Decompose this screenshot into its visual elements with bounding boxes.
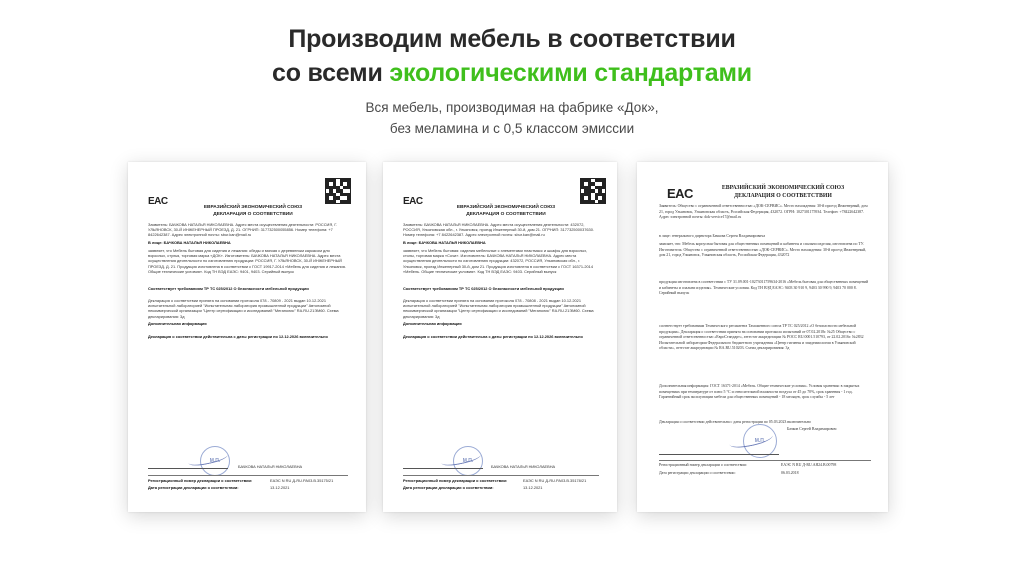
- reg-number: ЕАЭС N RU Д-RU.РА03.В.35178/21: [523, 478, 587, 483]
- person-text: В лице: БАЧКОВА НАТАЛЬЯ НИКОЛАЕВНА: [148, 240, 231, 245]
- reg-number: ЕАЭС N RU Д-RU.АЯ24.В.00798: [781, 463, 837, 467]
- declaration-header: ДЕКЛАРАЦИЯ О СООТВЕТСТВИИ: [213, 212, 293, 217]
- qr-code-icon: [325, 178, 351, 204]
- compliance-text: Соответствует требованиям ТР ТС 025/2012 О безопасности мебельной продукции: [403, 286, 564, 291]
- validity-text: Декларация о соответствии действительна с даты регистрации по 12.12.2026 включительно: [148, 334, 328, 339]
- divider: [403, 475, 599, 476]
- additional-info-label: Дополнительная информация: [148, 321, 207, 326]
- declares-text: заявляет, что: Мебель корпусная бытовая для общественных помещений и кабинеты и спальни изделия, изготовлена по ТУ. Изготовитель: Общество с ограниченной ответственностью «ДОК-СЕРВИС». Место нахождения: 30-й проезд Инженерный, дом 21, город Ульяновск, Ульяновская область, Российская Федерация, 432072: [659, 242, 867, 258]
- page-title-line-2: [0, 56, 1024, 90]
- union-header: ЕВРАЗИЙСКИЙ ЭКОНОМИЧЕСКИЙ СОЮЗ: [456, 205, 556, 210]
- additional-info-label: Дополнительная информация: [403, 321, 462, 326]
- declaration-header: ДЕКЛАРАЦИЯ О СООТВЕТСТВИИ: [466, 212, 546, 217]
- reg-number-label: Регистрационный номер декларации о соответствии:: [659, 463, 747, 467]
- declaration-document-2[interactable]: [383, 162, 617, 512]
- seal-stamp: М.П.: [200, 446, 230, 476]
- reg-number-label: Регистрационный номер декларации о соответствии:: [148, 478, 253, 483]
- title-prefix: со всеми: [272, 59, 390, 87]
- seal-stamp: М.П.: [453, 446, 483, 476]
- signature-line: [403, 468, 483, 469]
- signer-name: Бачков Сергей Владимирович: [787, 427, 837, 431]
- person-text: в лице: генерального директора Бачкова Сергея Владимировича: [659, 234, 766, 238]
- declares-text: заявляет, что Мебель бытовая: изделия мебельные с элементами пластмасс и шкафы для взрослых, столы, торговая марка «Сочи». Изготовитель: БАЧКОВА НАТАЛЬЯ НИКОЛАЕВНА. Адрес места осуществления деятельности по изготовлению продукции: 432072, РОССИЯ, Ульяновская обл., г. Ульяновск, проезд Инженерный 30-й, дом 21. Продукция изготовлена в соответствии с ГОСТ 16371-2014 «Мебель. Общие технические условия». Код ТН ВЭД ЕАЭС: 9403. Серийный выпуск: [403, 248, 593, 274]
- seal-stamp: М.П.: [743, 424, 777, 458]
- declaration-header: ДЕКЛАРАЦИЯ О СООТВЕТСТВИИ: [734, 193, 832, 199]
- signature-line: [659, 454, 779, 455]
- signer-name: БАЧКОВА НАТАЛЬЯ НИКОЛАЕВНА: [238, 464, 303, 469]
- basis-text: Декларация о соответствии принята на основании протокола 078 - 70809 - 2021 выдан 10.12.2021 испытательной лабораторией "Испытательная лаборатория промышленной продукции" Автономной некоммерческой организации "Центр сертификации и исследований "Мегаполис" RA.RU.21ЭМ60. Схема декларирования: 3д: [148, 298, 339, 319]
- reg-date-label: Дата регистрации декларации о соответствии:: [148, 485, 239, 490]
- basis-text: соответствует требованиям Технического регламента Таможенного союза ТР ТС 025/2012 «О безопасности мебельной продукции». Декларация о соответствии принята на основании протокола испытаний от 07.02.2018г. №25 Общество с ограниченной ответственностью «ЕвроСтандарт», аттестат аккредитации № РОСС RU.0001.510793, от 22.02.2016г. №2832 Испытательной лаборатории Федерального бюджетного учреждения «Центр гигиены и эпидемиологии в Ульяновской области», аттестат аккредитации № RA.RU.510203. Схема декларирования: 3д: [659, 324, 864, 351]
- reg-number-label: Регистрационный номер декларации о соответствии:: [403, 478, 508, 483]
- divider: [148, 475, 348, 476]
- title-accent: экологическими стандартами: [389, 59, 752, 87]
- reg-number: ЕАЭС N RU Д-RU.РА03.В.35175/21: [270, 478, 334, 483]
- compliance-text: Соответствует требованиям ТР ТС 025/2012 О безопасности мебельной продукции: [148, 286, 309, 291]
- union-header: ЕВРАЗИЙСКИЙ ЭКОНОМИЧЕСКИЙ СОЮЗ: [203, 205, 303, 210]
- validity-text: Декларация о соответствии действительна с даты регистрации по 12.12.2026 включительно: [403, 334, 583, 339]
- declaration-document-3[interactable]: [637, 162, 888, 512]
- subtitle-line-2: без меламина и с 0,5 классом эмиссии: [389, 121, 635, 136]
- applicant-text: Заявитель: Общество с ограниченной ответственностью «ДОК-СЕРВИС». Место нахождения: 30-й проезд Инженерный, дом 21, город Ульяновск, Ульяновская область, Российская Федерация, 432072. ОГРН: 1027301175934. Телефон: +78422642387. Адрес электронной почты: dok-service17@mail.ru: [659, 204, 868, 220]
- eac-logo: EAC: [148, 196, 168, 207]
- divider: [659, 460, 871, 461]
- person-text: В лице: БАЧКОВА НАТАЛЬЯ НИКОЛАЕВНА: [403, 240, 486, 245]
- applicant-text: Заявитель: БАЧКОВА НАТАЛЬЯ НИКОЛАЕВНА. Адрес места осуществления деятельности: РОССИЯ, Г. УЛЬЯНОВСК, 30-Й ИНЖЕНЕРНЫЙ ПРОЕЗД, Д. 21. ОГРНИП: 317732500055856. Номер телефона: +7 8422642387. Адрес электронной почты: sbur.kan@mail.ru: [148, 222, 338, 238]
- declaration-document-1[interactable]: [128, 162, 366, 512]
- reg-date-label: Дата регистрации декларации о соответствии:: [403, 485, 494, 490]
- compliance-text: продукция изготовлена в соответствии с ТУ 31.09.001-10273011759634-2016 «Мебель бытовая для общественных помещений и кабинеты и спальни изделия». Технические условия. Код ТН ВЭД ЕАЭС: 9403 30 910 9, 9403 30 990 9, 9403 70 000 8. Серийный выпуск: [659, 280, 869, 296]
- signature-line: [148, 468, 228, 469]
- additional-info-text: Дополнительная информация: ГОСТ 16371-2014 «Мебель. Общие технические условия». Условия хранения: в закрытых помещениях при температуре от плюс 5 °С и относительной влажности воздуха от 45 до 70%, срок хранения - 1 год. Гарантийный срок эксплуатации мебели для общественных помещений - 18 месяцев, срок службы - 5 лет: [659, 384, 860, 400]
- signer-name: БАЧКОВА НАТАЛЬЯ НИКОЛАЕВНА: [491, 464, 556, 469]
- reg-date-label: Дата регистрации декларации о соответствии:: [659, 471, 736, 475]
- qr-code-icon: [580, 178, 606, 204]
- applicant-text: Заявитель: БАЧКОВА НАТАЛЬЯ НИКОЛАЕВНА. Адрес места осуществления деятельности: 432072, РОССИЯ, Ульяновская обл., г. Ульяновск, проезд Инженерный 30-й, дом 21. ОГРНИП: 317732500037630. Номер телефона: +7 8422642387. Адрес электронной почты: sbur.kan@mail.ru: [403, 222, 594, 238]
- reg-date: 13.12.2021: [270, 485, 290, 490]
- reg-date: 06.03.2018: [781, 471, 799, 475]
- eac-logo: EAC: [667, 186, 693, 201]
- validity-text: Декларация о соответствии действительна с даты регистрации по 05.03.2023 включительно: [659, 420, 811, 424]
- subtitle-line-1: Вся мебель, производимая на фабрике «Док»,: [365, 100, 659, 115]
- union-header: ЕВРАЗИЙСКИЙ ЭКОНОМИЧЕСКИЙ СОЮЗ: [721, 185, 845, 191]
- declares-text: заявляет, что Мебель бытовая для сидения и лежания: обеды и мягкая с деревянным каркасом для взрослых, стулья, торговая марка «ДОК». Изготовитель: БАЧКОВА НАТАЛЬЯ НИКОЛАЕВНА. Адрес места осуществления деятельности по изготовлению продукции: РОССИЯ, Г. УЛЬЯНОВСК, 30-Й ИНЖЕНЕРНЫЙ ПРОЕЗД, Д. 21. Продукция изготовлена в соответствии с ГОСТ 19917-2014 «Мебель для сидения и лежания. Общие технические условия». Код ТН ВЭД ЕАЭС: 9401, 9403. Серийный выпуск: [148, 248, 346, 274]
- reg-date: 13.12.2021: [523, 485, 543, 490]
- basis-text: Декларация о соответствии принята на основании протокола 078 - 70808 - 2021 выдан 10.12.2021 испытательной лабораторией "Испытательная лаборатория промышленной продукции" Автономной некоммерческой организации "Центр сертификации и исследований "Мегаполис" RA.RU.21ЭМ60. Схема декларирования: 3д: [403, 298, 594, 319]
- eac-logo: EAC: [403, 196, 423, 207]
- page-title-line-1: Производим мебель в соответствии: [288, 25, 736, 53]
